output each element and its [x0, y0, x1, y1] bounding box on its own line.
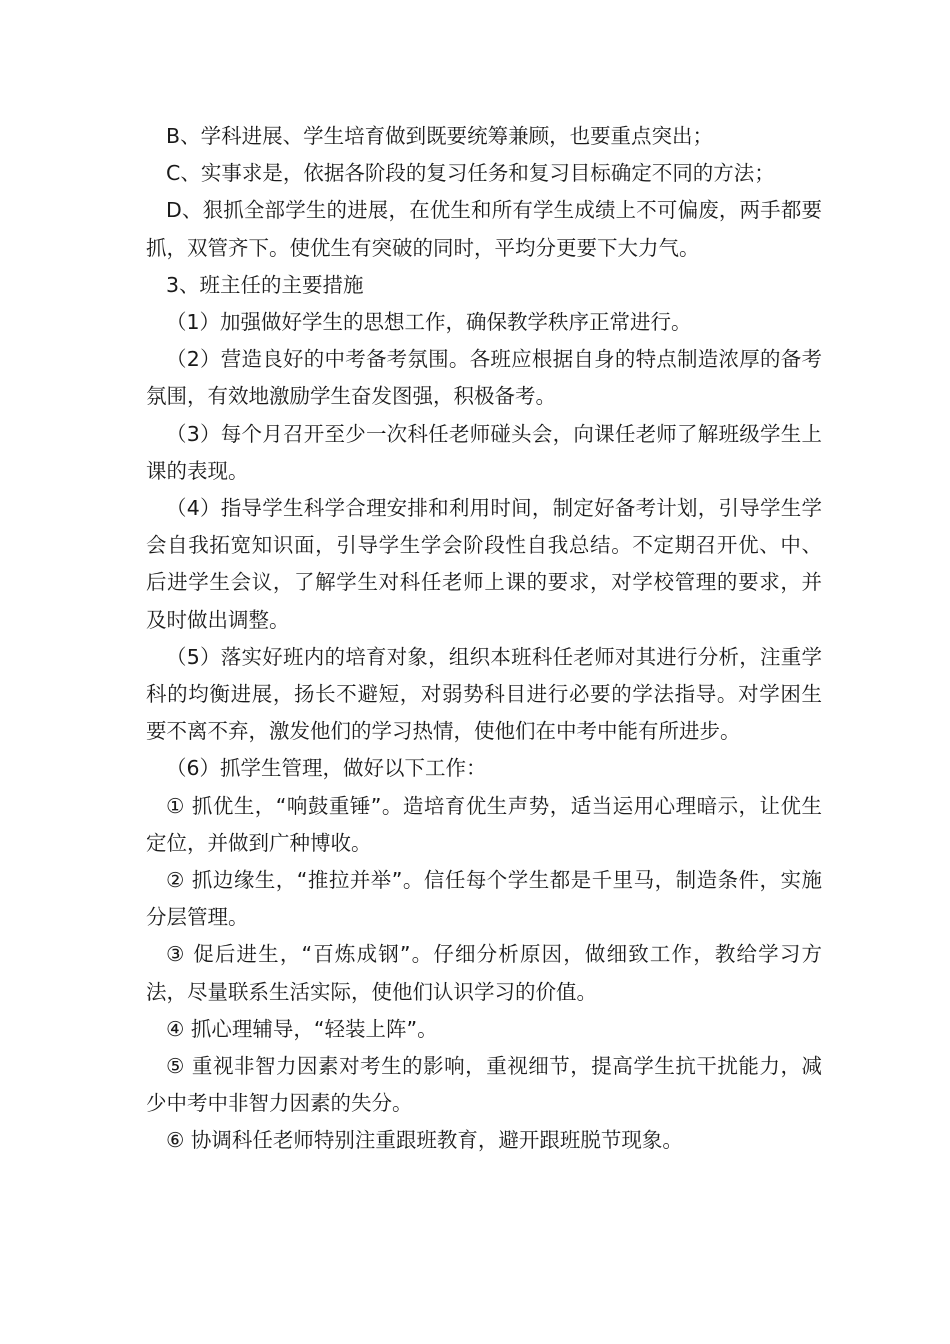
sub-item-4: ④ 抓心理辅导，“轻装上阵”。	[166, 1016, 438, 1041]
measure-6: （6）抓学生管理，做好以下工作：	[166, 756, 487, 781]
sub-item-5: ⑤ 重视非智力因素对考生的影响，重视细节，提高学生抗干扰能力，减少中考中非智力因素的失分。	[146, 1054, 822, 1116]
sub-item-2: ② 抓边缘生，“推拉并举”。信任每个学生都是千里马，制造条件，实施分层管理。	[146, 868, 822, 930]
measure-4: （4）指导学生科学合理安排和利用时间，制定好备考计划，引导学生学会自我拓宽知识面，引导学生学会阶段性自我总结。不定期召开优、中、后进学生会议，了解学生对科任老师上课的要求，对学校管理的要求，并及时做出调整。	[146, 496, 822, 632]
measure-2: （2）营造良好的中考备考氛围。各班应根据自身的特点制造浓厚的备考氛围，有效地激励学生奋发图强，积极备考。	[146, 347, 822, 409]
measure-5: （5）落实好班内的培育对象，组织本班科任老师对其进行分析，注重学科的均衡进展，扬长不避短，对弱势科目进行必要的学法指导。对学困生要不离不弃，激发他们的学习热情，使他们在中考中能有所进步。	[146, 644, 822, 744]
sub-item-6: ⑥ 协调科任老师特别注重跟班教育，避开跟班脱节现象。	[166, 1128, 683, 1153]
measure-3: （3）每个月召开至少一次科任老师碰头会，向课任老师了解班级学生上课的表现。	[146, 421, 822, 483]
sub-item-1: ① 抓优生，“响鼓重锤”。造培育优生声势，适当运用心理暗示，让优生定位，并做到广种博收。	[146, 793, 822, 855]
paragraph-b: B、学科进展、学生培育做到既要统筹兼顾，也要重点突出；	[166, 124, 714, 148]
paragraph-d: D、狠抓全部学生的进展，在优生和所有学生成绩上不可偏废，两手都要抓，双管齐下。使优生有突破的同时，平均分更要下大力气。	[146, 198, 822, 260]
sub-item-3: ③ 促后进生，“百炼成钢”。仔细分析原因，做细致工作，教给学习方法，尽量联系生活实际，使他们认识学习的价值。	[146, 942, 822, 1004]
section-heading-3: 3、班主任的主要措施	[166, 272, 364, 297]
measure-1: （1）加强做好学生的思想工作，确保教学秩序正常进行。	[166, 310, 692, 335]
paragraph-c: C、实事求是，依据各阶段的复习任务和复习目标确定不同的方法；	[166, 161, 775, 186]
